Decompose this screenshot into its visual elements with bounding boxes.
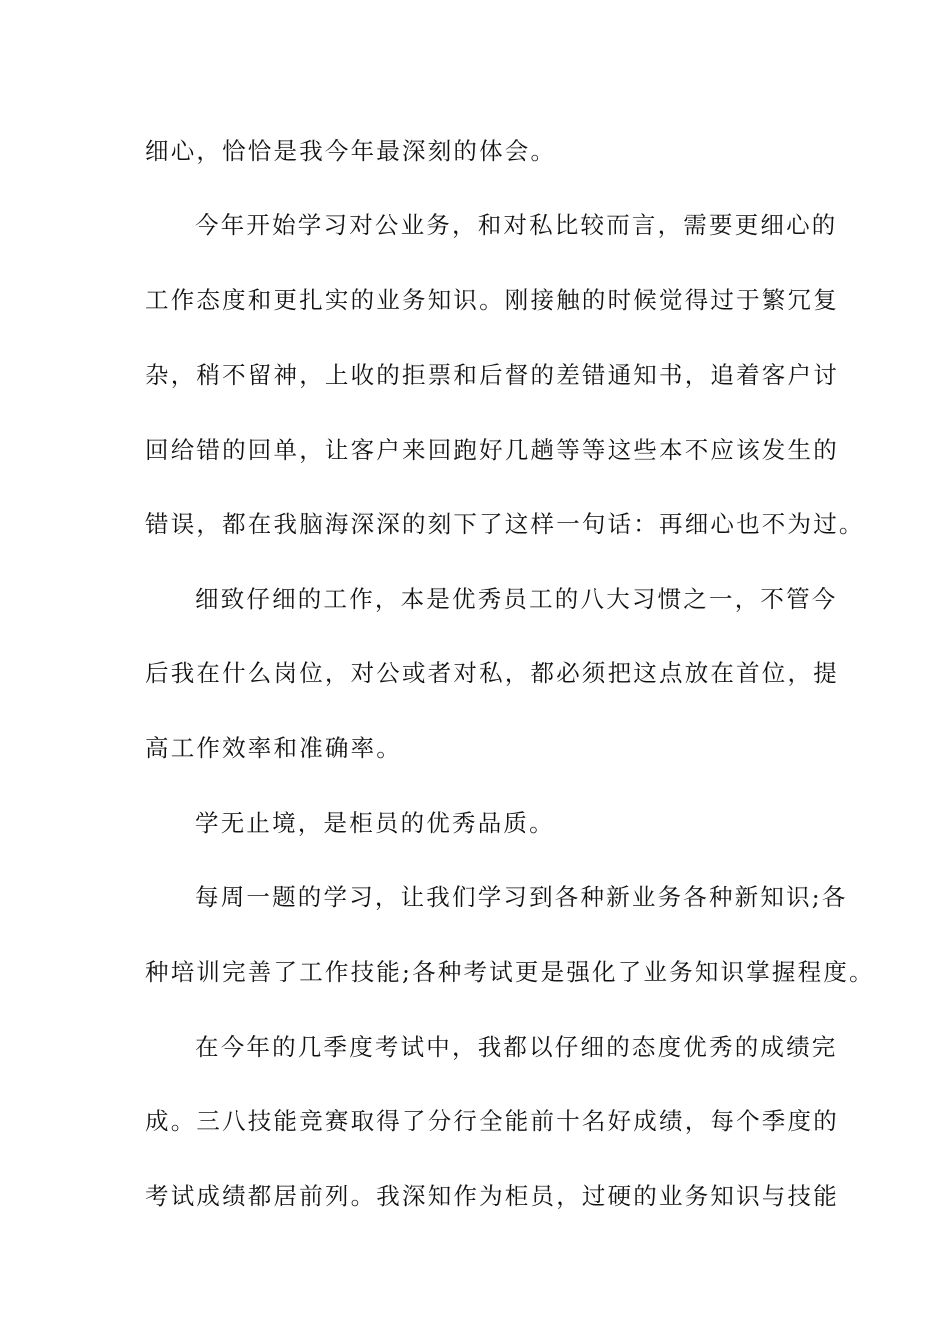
text-line: 在今年的几季度考试中，我都以仔细的态度优秀的成绩完 (195, 1033, 838, 1061)
text-line: 每周一题的学习，让我们学习到各种新业务各种新知识;各 (195, 883, 848, 911)
text-line: 今年开始学习对公业务，和对私比较而言，需要更细心的 (195, 211, 838, 239)
text-line: 考试成绩都居前列。我深知作为柜员，过硬的业务知识与技能 (145, 1182, 839, 1210)
text-line: 细心，恰恰是我今年最深刻的体会。 (145, 137, 557, 165)
text-line: 成。三八技能竞赛取得了分行全能前十名好成绩，每个季度的 (145, 1107, 839, 1135)
text-line: 后我在什么岗位，对公或者对私，都必须把这点放在首位，提 (145, 659, 839, 687)
text-line: 高工作效率和准确率。 (145, 734, 402, 762)
text-line: 工作态度和更扎实的业务知识。刚接触的时候觉得过于繁冗复 (145, 286, 839, 314)
text-line: 错误，都在我脑海深深的刻下了这样一句话：再细心也不为过。 (145, 510, 865, 538)
text-line: 回给错的回单，让客户来回跑好几趟等等这些本不应该发生的 (145, 436, 839, 464)
text-line: 种培训完善了工作技能;各种考试更是强化了业务知识掌握程度。 (145, 958, 875, 986)
text-line: 学无止境，是柜员的优秀品质。 (195, 809, 555, 837)
text-line: 细致仔细的工作，本是优秀员工的八大习惯之一，不管今 (195, 585, 838, 613)
text-line: 杂，稍不留神，上收的拒票和后督的差错通知书，追着客户讨 (145, 361, 839, 389)
